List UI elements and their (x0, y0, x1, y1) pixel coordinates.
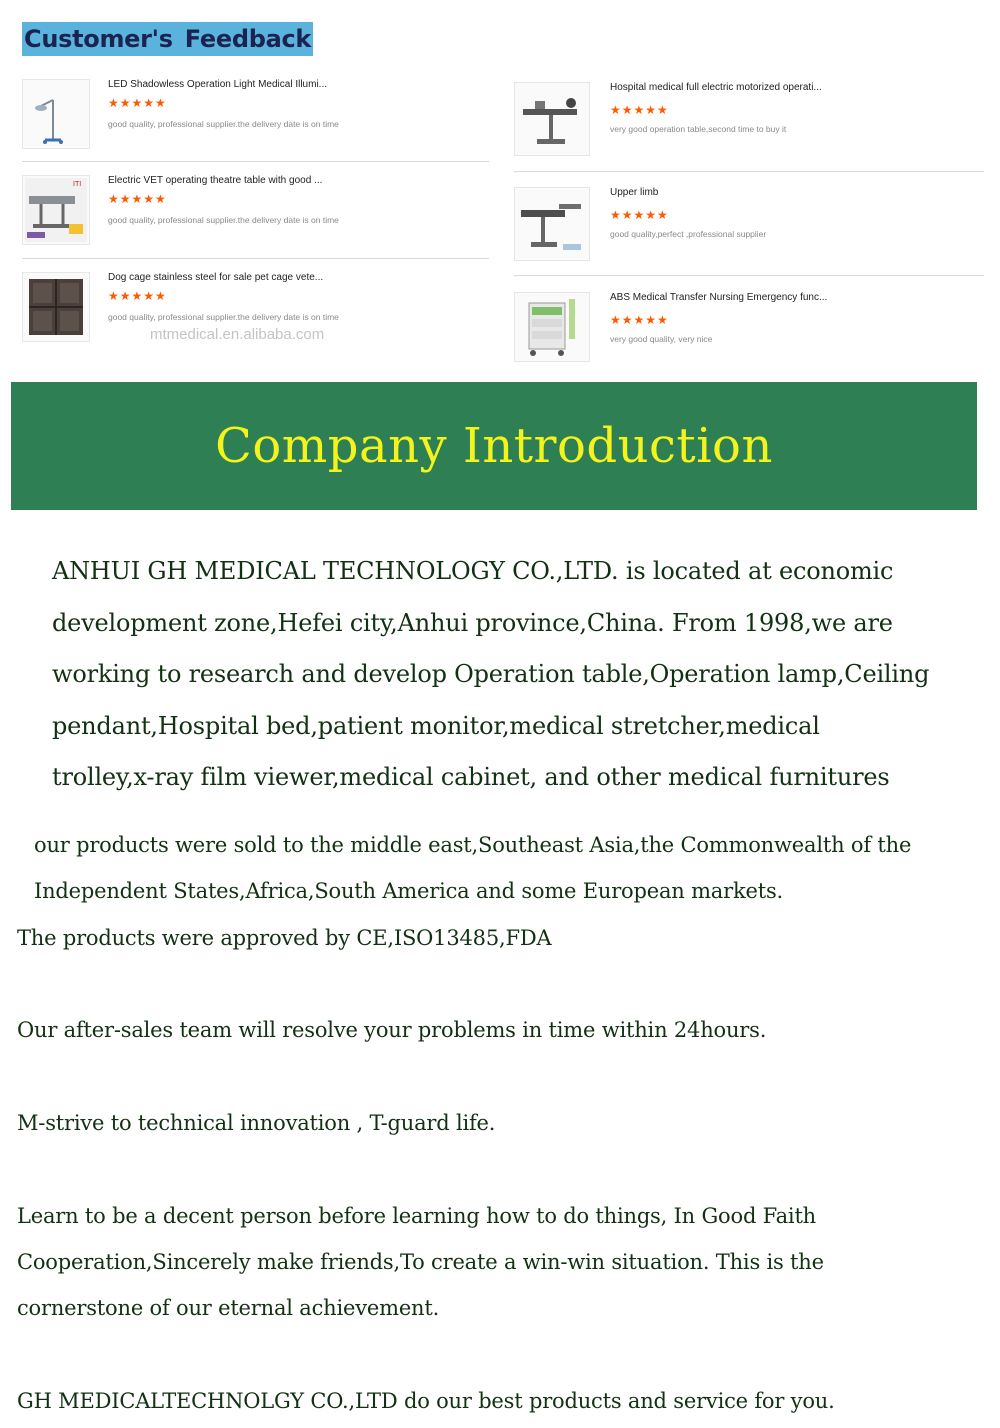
medical-trolley-icon (514, 292, 590, 362)
philosophy-line: Cooperation,Sincerely make friends,To create a win-win situation. This is the (17, 1250, 824, 1274)
intro-line: ANHUI GH MEDICAL TECHNOLOGY CO.,LTD. is located at economic (52, 557, 894, 585)
svg-text:ITI: ITI (73, 181, 82, 188)
review-divider (514, 275, 984, 276)
review-product-title[interactable]: ABS Medical Transfer Nursing Emergency func... (610, 292, 828, 303)
review-comment: good quality, professional supplier.the delivery date is on time (108, 215, 339, 225)
review-card[interactable] (22, 79, 492, 159)
rating-stars: ★★★★★ (108, 192, 167, 206)
approval-text: The products were approved by CE,ISO13485,FDA (17, 926, 552, 950)
review-comment: good quality, professional supplier.the delivery date is on time (108, 312, 339, 322)
vet-table-icon (22, 175, 90, 245)
markets-line: our products were sold to the middle east,Southeast Asia,the Commonwealth of the (34, 833, 912, 857)
review-divider (22, 161, 489, 162)
markets-paragraph (34, 822, 911, 914)
review-card[interactable] (514, 187, 984, 267)
feedback-heading: Customer's Feedback (22, 22, 313, 56)
review-card[interactable] (514, 82, 984, 162)
review-divider (22, 258, 489, 259)
rating-stars: ★★★★★ (108, 96, 167, 110)
closing-text: GH MEDICALTECHNOLGY CO.,LTD do our best products and service for you. (17, 1389, 835, 1413)
store-watermark: mtmedical.en.alibaba.com (150, 326, 325, 343)
upper-limb-table-icon (514, 187, 590, 261)
review-card[interactable] (22, 175, 492, 255)
review-comment: good quality, professional supplier.the delivery date is on time (108, 119, 339, 129)
philosophy-line: cornerstone of our eternal achievement. (17, 1296, 440, 1320)
intro-line: pendant,Hospital bed,patient monitor,medical stretcher,medical (52, 711, 820, 740)
review-card[interactable] (514, 292, 984, 372)
review-comment: good quality,perfect ,professional supplier (610, 229, 767, 239)
markets-line: Independent States,Africa,South America and some European markets. (34, 879, 783, 903)
rating-stars: ★★★★★ (108, 289, 167, 303)
intro-line: development zone,Hefei city,Anhui province,China. From 1998,we are (52, 608, 893, 637)
intro-paragraph (52, 546, 929, 804)
philosophy-line: Learn to be a decent person before learning how to do things, In Good Faith (17, 1204, 817, 1228)
review-product-title[interactable]: LED Shadowless Operation Light Medical Illumi... (108, 79, 327, 90)
philosophy-paragraph (17, 1193, 824, 1331)
dog-cage-icon (22, 272, 90, 342)
rating-stars: ★★★★★ (610, 208, 669, 222)
review-product-title[interactable]: Hospital medical full electric motorized operati... (610, 82, 822, 93)
rating-stars: ★★★★★ (610, 103, 669, 117)
review-comment: very good quality, very nice (610, 334, 713, 344)
after-sales-text: Our after-sales team will resolve your problems in time within 24hours. (17, 1018, 767, 1042)
intro-line: working to research and develop Operation table,Operation lamp,Ceiling (52, 660, 930, 688)
operation-table-icon (514, 82, 590, 156)
motto-text: M-strive to technical innovation , T-guard life. (17, 1111, 496, 1135)
rating-stars: ★★★★★ (610, 313, 669, 327)
review-divider (514, 171, 984, 172)
review-comment: very good operation table,second time to buy it (610, 124, 787, 134)
intro-line: trolley,x-ray film viewer,medical cabinet, and other medical furnitures (52, 763, 890, 791)
company-intro-banner (11, 382, 977, 510)
review-product-title[interactable]: Electric VET operating theatre table with good ... (108, 175, 323, 186)
operation-lamp-icon (22, 79, 90, 149)
review-product-title[interactable]: Dog cage stainless steel for sale pet cage vete... (108, 272, 324, 283)
company-intro-title: Company Introduction (215, 418, 773, 474)
review-product-title[interactable]: Upper limb (610, 187, 659, 198)
